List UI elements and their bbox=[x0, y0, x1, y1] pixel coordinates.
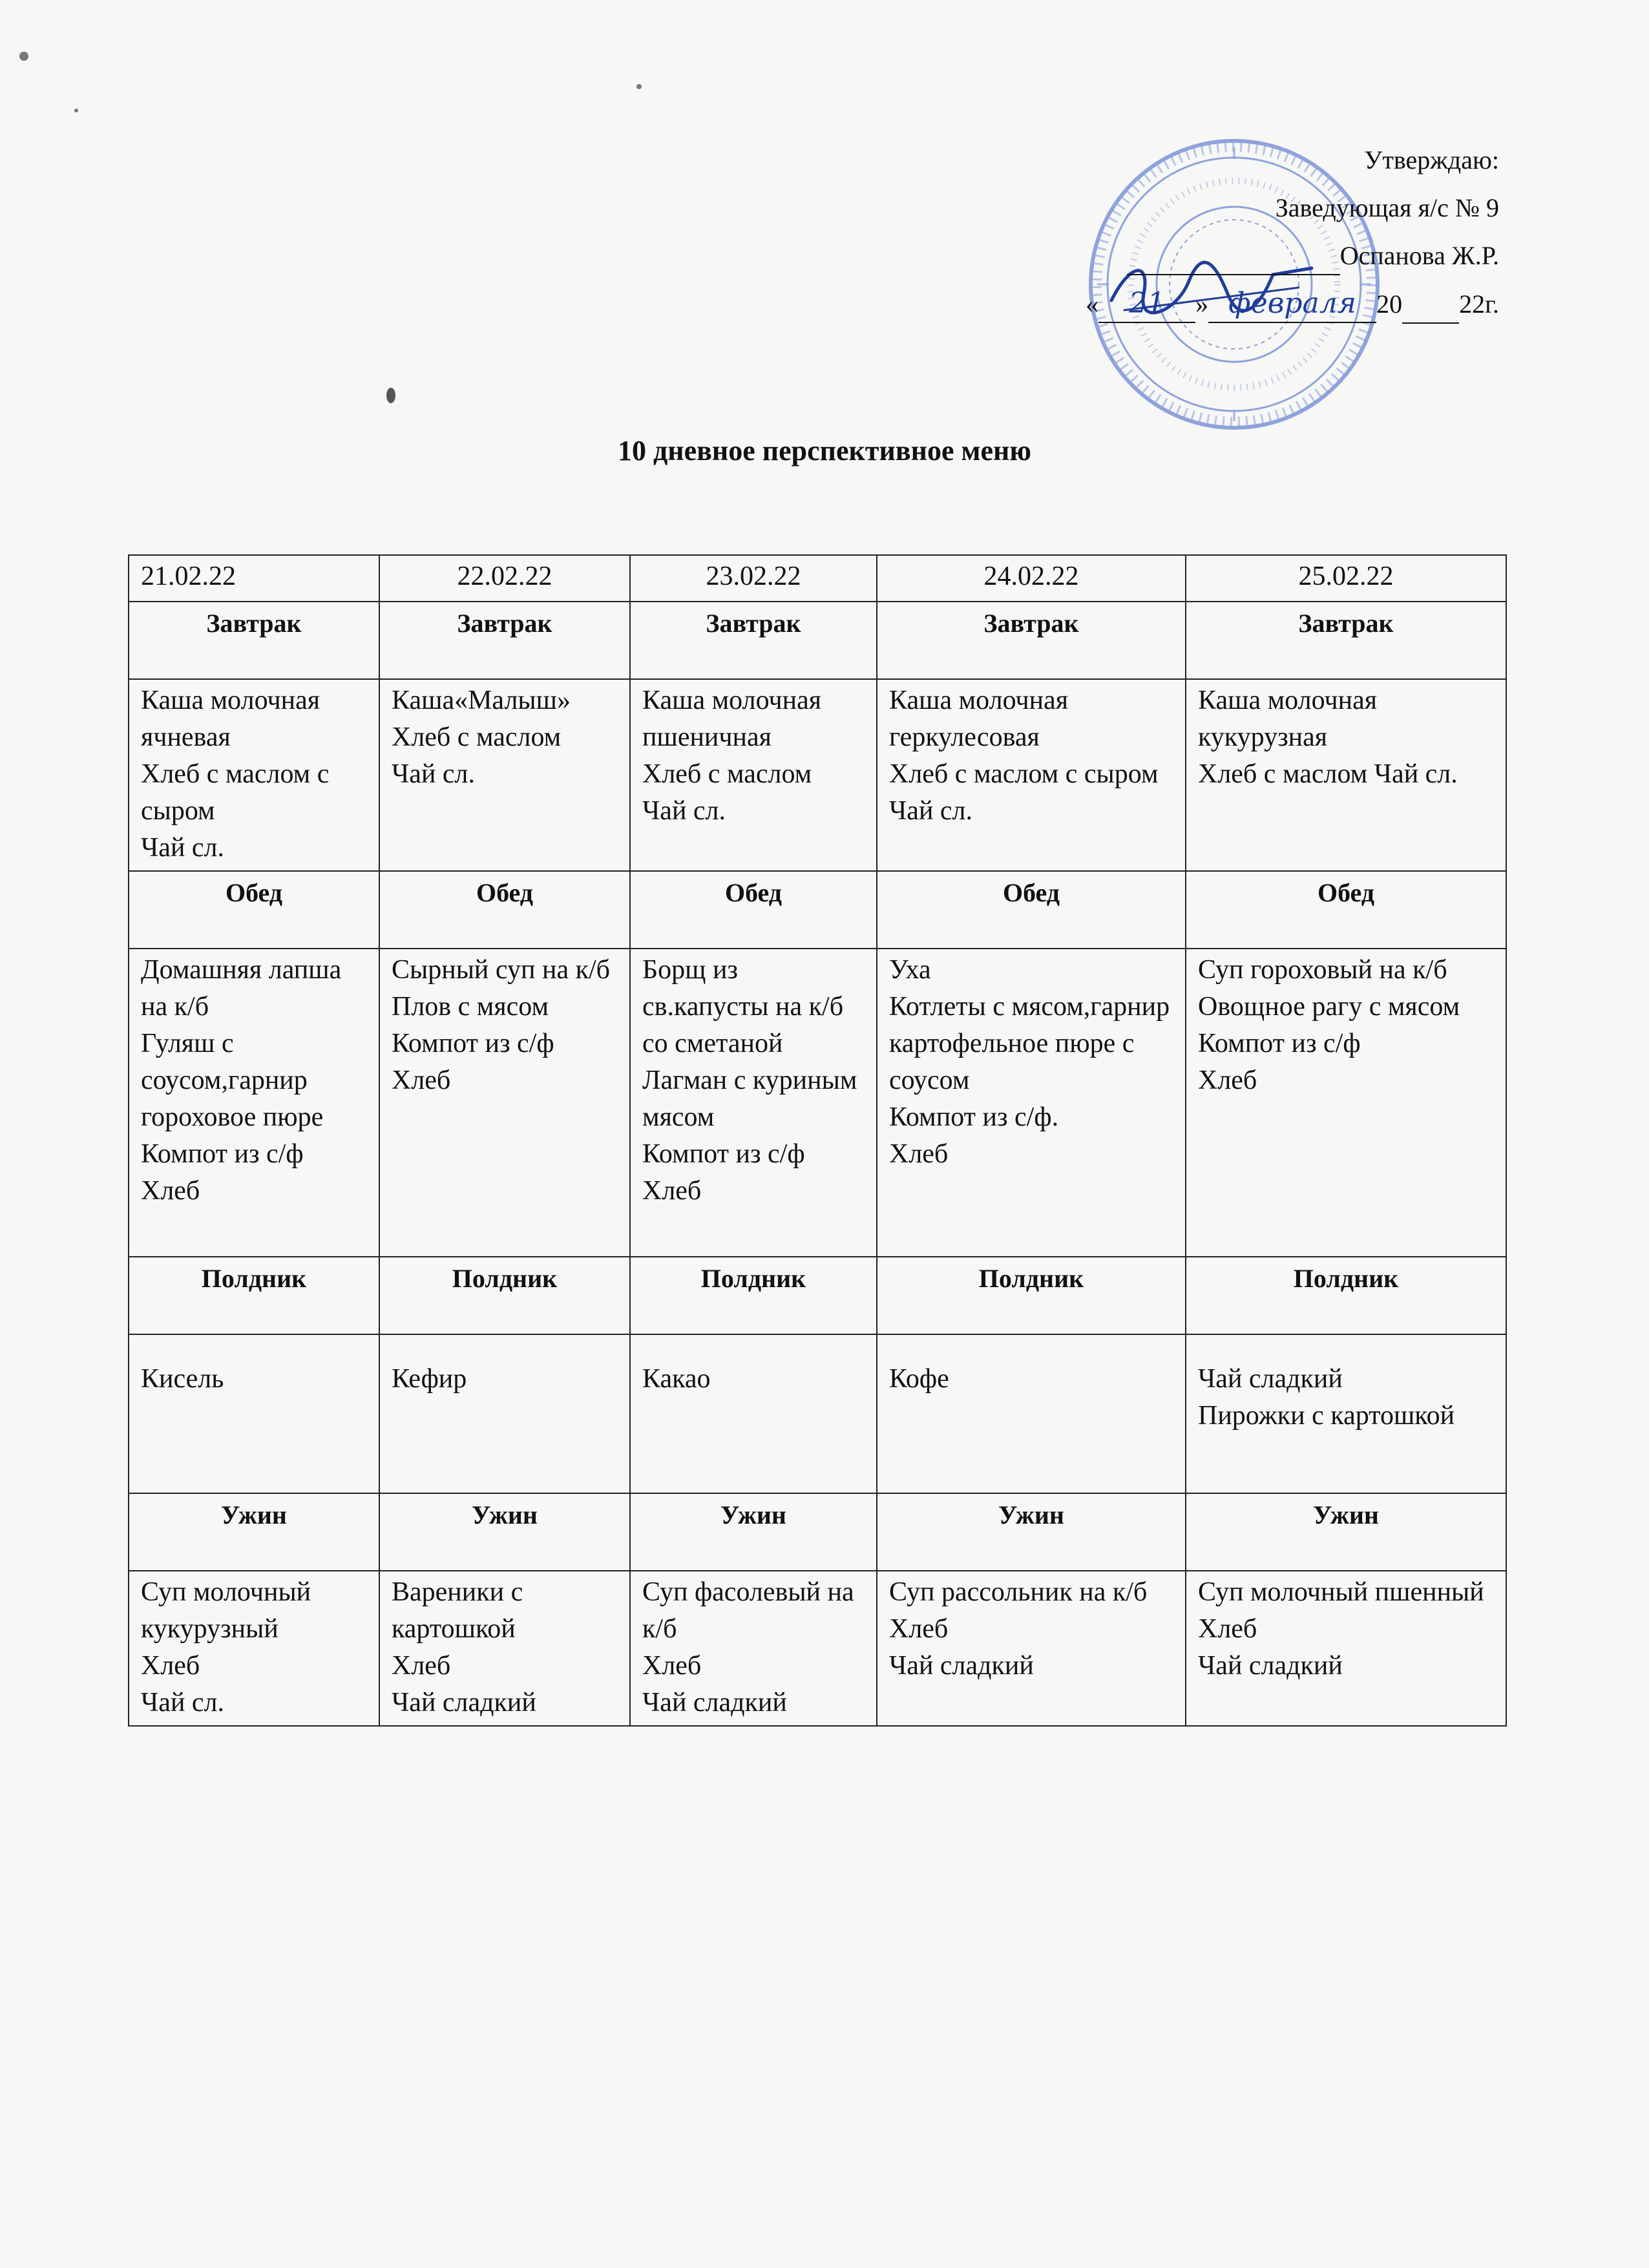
year-blank bbox=[1402, 286, 1459, 324]
menu-cell: Суп молочный пшенный Хлеб Чай сладкий bbox=[1186, 1571, 1506, 1726]
snack-row bbox=[129, 1334, 1506, 1493]
menu-cell: Кисель bbox=[129, 1334, 379, 1493]
meal-header-cell: Обед bbox=[877, 871, 1186, 949]
menu-cell: Суп молочный кукурузный Хлеб Чай сл. bbox=[129, 1571, 379, 1726]
approver-name: Оспанова Ж.Р. bbox=[1339, 241, 1499, 270]
menu-cell: Чай сладкий Пирожки с картошкой bbox=[1186, 1334, 1506, 1493]
meal-header-cell: Завтрак bbox=[877, 602, 1186, 679]
meal-header-cell: Завтрак bbox=[379, 602, 630, 679]
scan-speck bbox=[636, 84, 642, 89]
menu-table bbox=[128, 554, 1507, 1727]
meal-header-row-breakfast bbox=[129, 602, 1506, 679]
dinner-row bbox=[129, 1571, 1506, 1726]
signature-line bbox=[982, 238, 1499, 286]
scan-speck bbox=[19, 52, 28, 61]
approval-block bbox=[982, 142, 1499, 333]
approver-position: Заведующая я/с № 9 bbox=[1275, 193, 1499, 222]
page-title: 10 дневное перспективное меню bbox=[618, 435, 1031, 467]
menu-cell: Каша молочная пшеничная Хлеб с маслом Чай сл. bbox=[630, 679, 877, 871]
meal-header-cell: Обед bbox=[630, 871, 877, 949]
menu-cell: Уха Котлеты с мясом,гарнир картофельное пюре с соусом Компот из с/ф. Хлеб bbox=[877, 949, 1186, 1257]
date-cell: 25.02.22 bbox=[1186, 555, 1506, 602]
date-cell: 23.02.22 bbox=[630, 555, 877, 602]
meal-header-row-snack bbox=[129, 1257, 1506, 1334]
meal-header-cell: Ужин bbox=[129, 1493, 379, 1571]
menu-cell: Вареники с картошкой Хлеб Чай сладкий bbox=[379, 1571, 630, 1726]
date-cell: 24.02.22 bbox=[877, 555, 1186, 602]
date-cell: 22.02.22 bbox=[379, 555, 630, 602]
date-cell: 21.02.22 bbox=[129, 555, 379, 602]
meal-header-cell: Обед bbox=[379, 871, 630, 949]
meal-header-row-dinner bbox=[129, 1493, 1506, 1571]
date-open-quote: « bbox=[1086, 289, 1099, 319]
meal-header-cell: Обед bbox=[1186, 871, 1506, 949]
menu-cell: Кефир bbox=[379, 1334, 630, 1493]
approval-date bbox=[982, 286, 1499, 333]
scan-speck bbox=[74, 109, 78, 112]
menu-cell: Кофе bbox=[877, 1334, 1186, 1493]
meal-header-cell: Завтрак bbox=[129, 602, 379, 679]
meal-header-cell: Ужин bbox=[877, 1493, 1186, 1571]
meal-header-cell: Ужин bbox=[379, 1493, 630, 1571]
menu-cell: Суп фасолевый на к/б Хлеб Чай сладкий bbox=[630, 1571, 877, 1726]
meal-header-row-lunch bbox=[129, 871, 1506, 949]
date-day: 21 bbox=[1098, 286, 1195, 323]
year-prefix: 20 bbox=[1376, 289, 1403, 319]
menu-cell: Каша молочная кукурузная Хлеб с маслом Чай сл. bbox=[1186, 679, 1506, 871]
meal-header-cell: Ужин bbox=[1186, 1493, 1506, 1571]
menu-cell: Суп рассольник на к/б Хлеб Чай сладкий bbox=[877, 1571, 1186, 1726]
meal-header-cell: Полдник bbox=[1186, 1257, 1506, 1334]
date-close-quote: » bbox=[1195, 289, 1209, 319]
menu-cell: Каша молочная ячневая Хлеб с маслом с сыром Чай сл. bbox=[129, 679, 379, 871]
meal-header-cell: Завтрак bbox=[1186, 602, 1506, 679]
meal-header-cell: Полдник bbox=[379, 1257, 630, 1334]
scan-speck bbox=[386, 388, 395, 403]
meal-header-cell: Полдник bbox=[877, 1257, 1186, 1334]
menu-cell: Каша молочная геркулесовая Хлеб с маслом с сыром Чай сл. bbox=[877, 679, 1186, 871]
menu-cell: Какао bbox=[630, 1334, 877, 1493]
menu-cell: Суп гороховый на к/б Овощное рагу с мясом Компот из с/ф Хлеб bbox=[1186, 949, 1506, 1257]
meal-header-cell: Обед bbox=[129, 871, 379, 949]
menu-cell: Домашняя лапша на к/б Гуляш с соусом,гарнир гороховое пюре Компот из с/ф Хлеб bbox=[129, 949, 379, 1257]
approve-label: Утверждаю: bbox=[1364, 145, 1499, 174]
breakfast-row bbox=[129, 679, 1506, 871]
signature-blank bbox=[1127, 238, 1340, 275]
meal-header-cell: Завтрак bbox=[630, 602, 877, 679]
menu-cell: Сырный суп на к/б Плов с мясом Компот из с/ф Хлеб bbox=[379, 949, 630, 1257]
meal-header-cell: Полдник bbox=[129, 1257, 379, 1334]
menu-cell: Каша«Малыш» Хлеб с маслом Чай сл. bbox=[379, 679, 630, 871]
meal-header-cell: Ужин bbox=[630, 1493, 877, 1571]
date-month: февраля bbox=[1208, 286, 1376, 323]
menu-cell: Борщ из св.капусты на к/б со сметаной Лагман с куриным мясом Компот из с/ф Хлеб bbox=[630, 949, 877, 1257]
lunch-row bbox=[129, 949, 1506, 1257]
meal-header-cell: Полдник bbox=[630, 1257, 877, 1334]
year-suffix: 22г. bbox=[1459, 289, 1499, 319]
date-row bbox=[129, 555, 1506, 602]
